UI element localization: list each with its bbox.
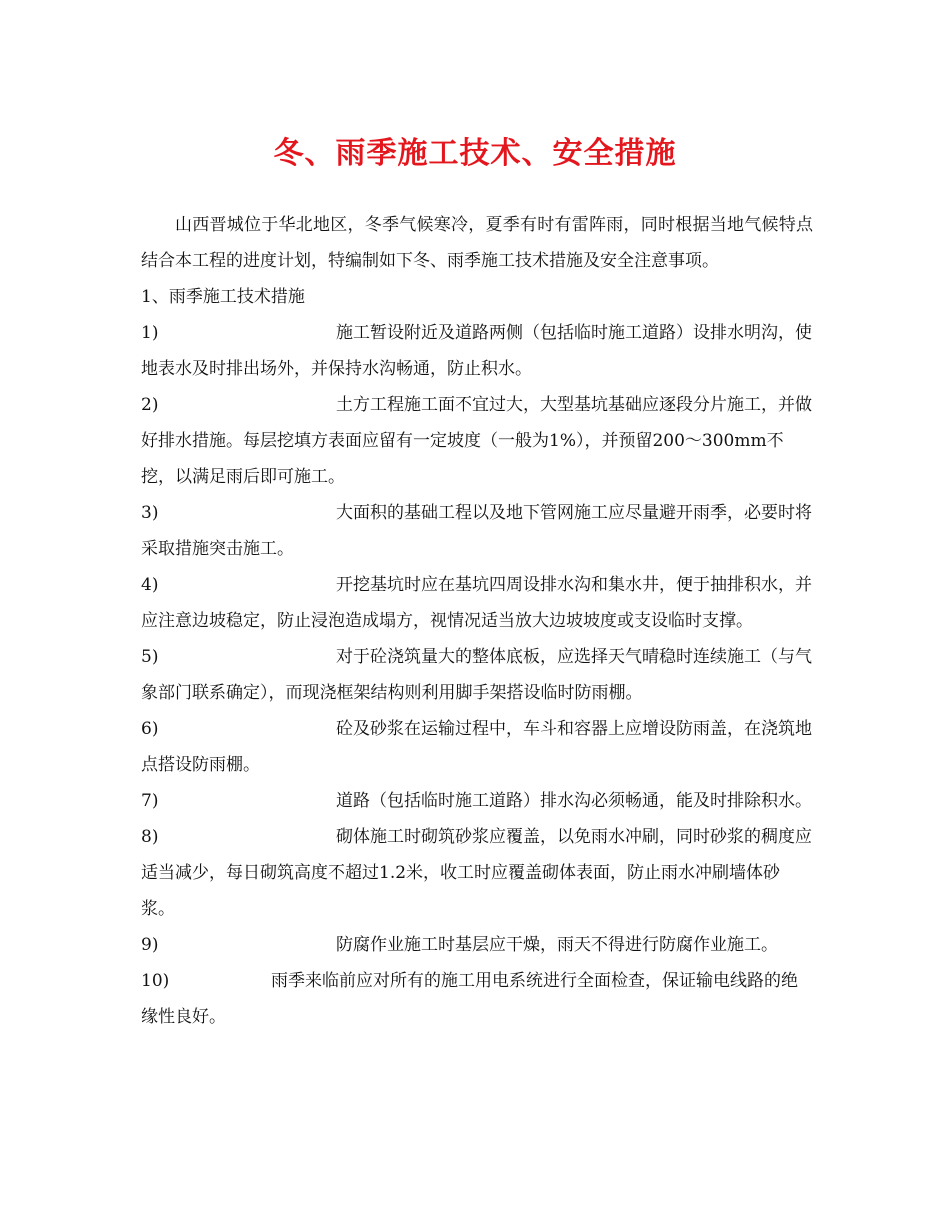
list-item [141, 711, 813, 783]
item-text: 雨季来临前应对所有的施工用电系统进行全面检查，保证输电线路的绝缘性良好。 [141, 971, 798, 1027]
item-text: 砼及砂浆在运输过程中，车斗和容器上应增设防雨盖，在浇筑地点搭设防雨棚。 [141, 719, 812, 775]
item-number: 10) [141, 971, 170, 991]
document-body [141, 207, 813, 1035]
item-number: 2) [141, 395, 159, 415]
item-text: 土方工程施工面不宜过大，大型基坑基础应逐段分片施工，并做好排水措施。每层挖填方表面应留有一定坡度（一般为1%），并预留200～300mm不挖，以满足雨后即可施工。 [141, 395, 812, 487]
item-text: 防腐作业施工时基层应干燥，雨天不得进行防腐作业施工。 [336, 935, 778, 955]
item-number: 7) [141, 791, 159, 811]
section-heading: 1、雨季施工技术措施 [141, 287, 305, 307]
item-number: 9) [141, 935, 159, 955]
list-item [141, 819, 813, 927]
item-number: 8) [141, 827, 159, 847]
list-item [141, 567, 813, 639]
item-text: 大面积的基础工程以及地下管网施工应尽量避开雨季，必要时将采取措施突击施工。 [141, 503, 812, 559]
item-number: 5) [141, 647, 159, 667]
item-text: 施工暂设附近及道路两侧（包括临时施工道路）设排水明沟，使地表水及时排出场外，并保持水沟畅通，防止积水。 [141, 323, 812, 379]
item-text: 开挖基坑时应在基坑四周设排水沟和集水井，便于抽排积水，并应注意边坡稳定，防止浸泡造成塌方，视情况适当放大边坡坡度或支设临时支撑。 [141, 575, 812, 631]
list-item [141, 639, 813, 711]
item-text: 对于砼浇筑量大的整体底板，应选择天气晴稳时连续施工（与气象部门联系确定），而现浇框架结构则利用脚手架搭设临时防雨棚。 [141, 647, 812, 703]
list-item [141, 315, 813, 387]
item-number: 1) [141, 323, 159, 343]
list-item [141, 783, 813, 819]
list-item [141, 927, 813, 963]
document-title: 冬、雨季施工技术、安全措施 [273, 136, 677, 171]
list-item [141, 495, 813, 567]
item-text: 道路（包括临时施工道路）排水沟必须畅通，能及时排除积水。 [336, 791, 812, 811]
item-number: 4) [141, 575, 159, 595]
item-number: 6) [141, 719, 159, 739]
item-number: 3) [141, 503, 159, 523]
list-item [141, 963, 813, 1035]
list-item [141, 387, 813, 495]
intro-paragraph: 山西晋城位于华北地区，冬季气候寒冷，夏季有时有雷阵雨，同时根据当地气候特点结合本工程的进度计划，特编制如下冬、雨季施工技术措施及安全注意事项。 [141, 215, 813, 271]
item-text: 砌体施工时砌筑砂浆应覆盖，以免雨水冲刷，同时砂浆的稠度应适当减少，每日砌筑高度不超过1.2米，收工时应覆盖砌体表面，防止雨水冲刷墙体砂浆。 [141, 827, 812, 919]
